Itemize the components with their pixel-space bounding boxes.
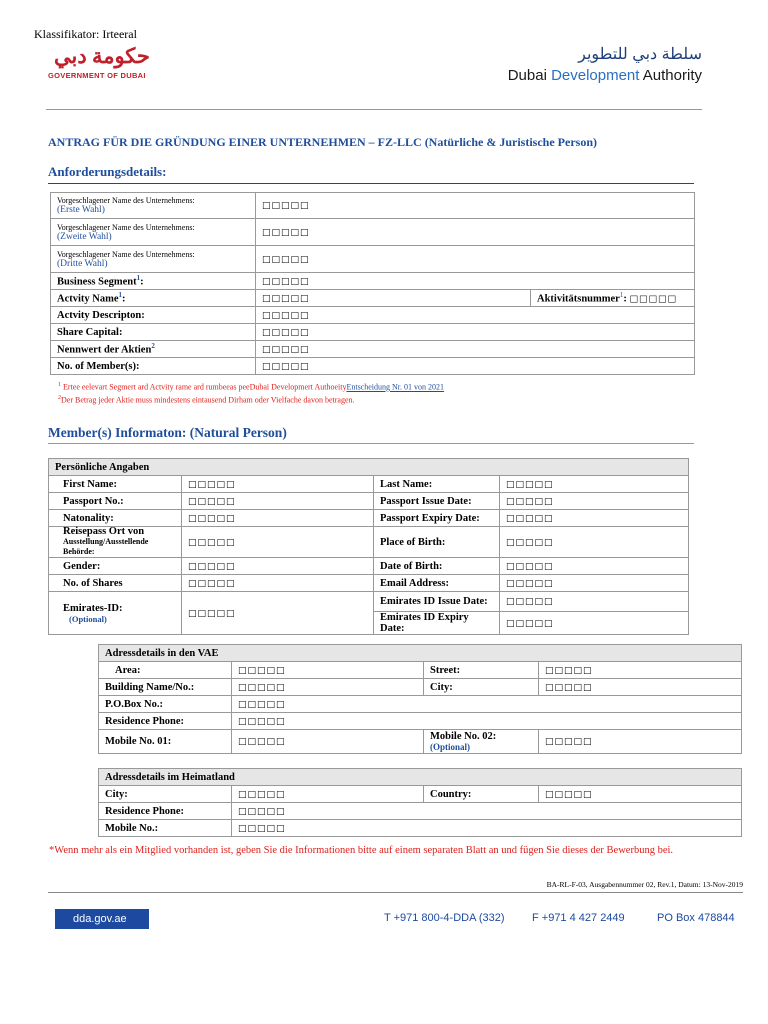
activity-description-field[interactable]: □□□□□ <box>256 307 695 324</box>
mobile1-label: Mobile No. 01: <box>99 730 232 754</box>
street-label: Street: <box>424 662 539 679</box>
passport-no-label: Passport No.: <box>49 493 182 510</box>
pobox-label: P.O.Box No.: <box>99 696 232 713</box>
share-capital-label: Share Capital: <box>51 324 256 341</box>
date-of-birth-field[interactable]: □□□□□ <box>500 558 689 575</box>
footer-pobox: PO Box 478844 <box>657 912 735 924</box>
passport-no-field[interactable]: □□□□□ <box>182 493 374 510</box>
uae-address-header: Adressdetails in den VAE <box>99 645 742 662</box>
uae-residence-phone-field[interactable]: □□□□□ <box>232 713 742 730</box>
country-field[interactable]: □□□□□ <box>539 786 742 803</box>
street-field[interactable]: □□□□□ <box>539 662 742 679</box>
area-label: Area: <box>99 662 232 679</box>
building-field[interactable]: □□□□□ <box>232 679 424 696</box>
header-divider <box>46 109 702 110</box>
passport-issue-label: Passport Issue Date: <box>374 493 500 510</box>
share-capital-field[interactable]: □□□□□ <box>256 324 695 341</box>
note-1: $^1$ Ertee eelevart Segmert ard Actvity rame ard rumbeeas peeDubai Developmert AuthoeityEntscheidung Nr. 01 von 2021 <box>58 382 444 392</box>
dda-arabic-logo: سلطة دبي للتطوير <box>578 46 702 63</box>
email-label: Email Address: <box>374 575 500 592</box>
building-label: Building Name/No.: <box>99 679 232 696</box>
government-of-dubai-text: GOVERNMENT OF DUBAI <box>48 71 146 80</box>
eid-expiry-label: Emirates ID Expiry Date: <box>374 612 500 635</box>
activity-description-label: Actvity Descripton: <box>51 307 256 324</box>
members-count-label: No. of Member(s): <box>51 358 256 375</box>
last-name-label: Last Name: <box>374 476 500 493</box>
place-of-birth-label: Place of Birth: <box>374 527 500 558</box>
section-member-info: Member(s) Informaton: (Natural Person) <box>48 425 287 440</box>
business-segment-label: Business Segment$^1$: <box>51 273 256 290</box>
footer-fax: F +971 4 427 2449 <box>532 912 625 924</box>
area-field[interactable]: □□□□□ <box>232 662 424 679</box>
section-divider <box>48 183 694 184</box>
proposed-name-third-field[interactable]: □□□□□ <box>256 246 695 273</box>
footer-phone: T +971 800-4-DDA (332) <box>384 912 505 924</box>
pobox-field[interactable]: □□□□□ <box>232 696 742 713</box>
eid-issue-field[interactable]: □□□□□ <box>500 592 689 612</box>
passport-place-field[interactable]: □□□□□ <box>182 527 374 558</box>
business-segment-field[interactable]: □□□□□ <box>256 273 695 290</box>
request-details-table <box>50 192 695 375</box>
country-label: Country: <box>424 786 539 803</box>
passport-expiry-label: Passport Expiry Date: <box>374 510 500 527</box>
home-mobile-label: Mobile No.: <box>99 820 232 837</box>
nationality-label: Natonality: <box>49 510 182 527</box>
passport-issue-field[interactable]: □□□□□ <box>500 493 689 510</box>
mobile1-field[interactable]: □□□□□ <box>232 730 424 754</box>
personal-details-table <box>48 458 689 635</box>
home-address-table <box>98 768 742 837</box>
last-name-field[interactable]: □□□□□ <box>500 476 689 493</box>
home-mobile-field[interactable]: □□□□□ <box>232 820 742 837</box>
shares-label: No. of Shares <box>49 575 182 592</box>
gender-field[interactable]: □□□□□ <box>182 558 374 575</box>
eid-issue-label: Emirates ID Issue Date: <box>374 592 500 612</box>
mobile2-label: Mobile No. 02: (Optional) <box>424 730 539 754</box>
form-title: ANTRAG FÜR DIE GRÜNDUNG EINER UNTERNEHMEN – FZ-LLC (Natürliche & Juristische Person) <box>48 135 597 149</box>
gender-label: Gender: <box>49 558 182 575</box>
date-of-birth-label: Date of Birth: <box>374 558 500 575</box>
home-city-label: City: <box>99 786 232 803</box>
place-of-birth-field[interactable]: □□□□□ <box>500 527 689 558</box>
passport-expiry-field[interactable]: □□□□□ <box>500 510 689 527</box>
passport-place-label: Reisepass Ort von Ausstellung/Ausstellende Behörde: <box>49 527 182 558</box>
eid-expiry-field[interactable]: □□□□□ <box>500 612 689 635</box>
proposed-name-third-label: Vorgeschlagener Name des Unternehmens: (Dritte Wahl) <box>51 246 256 273</box>
first-name-label: First Name: <box>49 476 182 493</box>
nominal-value-label: Nennwert der Aktien$^2$ <box>51 341 256 358</box>
mobile2-field[interactable]: □□□□□ <box>539 730 742 754</box>
personal-details-header: Persönliche Angaben <box>49 459 689 476</box>
section-request-details: Anforderungsdetails: <box>48 164 167 179</box>
shares-field[interactable]: □□□□□ <box>182 575 374 592</box>
first-name-field[interactable]: □□□□□ <box>182 476 374 493</box>
document-reference: BA-RL-F-03, Ausgabennummer 02, Rev.1, Datum: 13-Nov-2019 <box>546 880 743 889</box>
activity-name-label: Actvity Name$^1$: <box>51 290 256 307</box>
nationality-field[interactable]: □□□□□ <box>182 510 374 527</box>
nominal-value-field[interactable]: □□□□□ <box>256 341 695 358</box>
footer-divider <box>48 892 743 893</box>
activity-number-field[interactable]: Aktivitätsnummer$^1$: □□□□□ <box>531 290 695 307</box>
multiple-members-footnote: *Wenn mehr als ein Mitglied vorhanden ist, geben Sie die Informationen bitte auf einem separaten Blatt an und fügen Sie dieses der Bewerbung bei. <box>49 845 674 856</box>
government-of-dubai-logo: حكومة دبي <box>54 44 150 68</box>
proposed-name-first-label: Vorgeschlagener Name des Unternehmens: (Erste Wahl) <box>51 193 256 219</box>
home-city-field[interactable]: □□□□□ <box>232 786 424 803</box>
uae-residence-phone-label: Residence Phone: <box>99 713 232 730</box>
emirates-id-label: Emirates-ID: (Optional) <box>49 592 182 635</box>
dda-logo-text: Dubai Development Authority <box>507 67 702 84</box>
proposed-name-second-field[interactable]: □□□□□ <box>256 219 695 246</box>
section2-divider <box>48 443 694 444</box>
proposed-name-second-label: Vorgeschlagener Name des Unternehmens: (Zweite Wahl) <box>51 219 256 246</box>
proposed-name-first-field[interactable]: □□□□□ <box>256 193 695 219</box>
home-residence-phone-label: Residence Phone: <box>99 803 232 820</box>
home-address-header: Adressdetails im Heimatland <box>99 769 742 786</box>
uae-city-field[interactable]: □□□□□ <box>539 679 742 696</box>
home-residence-phone-field[interactable]: □□□□□ <box>232 803 742 820</box>
uae-address-table <box>98 644 742 754</box>
classification-label: Klassifikator: Irteeral <box>34 27 137 41</box>
emirates-id-field[interactable]: □□□□□ <box>182 592 374 635</box>
activity-name-field[interactable]: □□□□□ <box>256 290 531 307</box>
email-field[interactable]: □□□□□ <box>500 575 689 592</box>
uae-city-label: City: <box>424 679 539 696</box>
note-2: $^2$Der Betrag jeder Aktie muss mindestens eintausend Dirham oder Vielfache davon betragen. <box>58 395 355 405</box>
website-link[interactable]: dda.gov.ae <box>55 909 149 929</box>
members-count-field[interactable]: □□□□□ <box>256 358 695 375</box>
